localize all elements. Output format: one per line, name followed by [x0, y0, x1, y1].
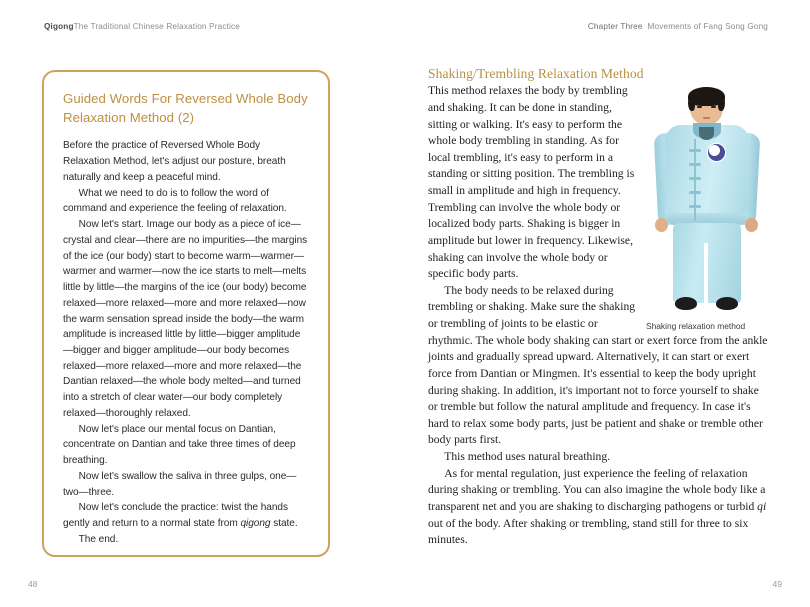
right-column [428, 66, 768, 549]
folio-left: 48 [28, 579, 38, 589]
book-name: Qigong [44, 22, 74, 31]
frog-button-shape [689, 149, 701, 152]
running-head-right [588, 22, 768, 31]
paragraph: Now let's place our mental focus on Dantian, concentrate on Dantian and take three times of deep breathing. [63, 423, 296, 467]
hand-right-shape [745, 218, 758, 232]
book-subtitle: The Traditional Chinese Relaxation Practice [73, 22, 240, 31]
chapter-number: Chapter Three [587, 22, 643, 31]
paragraph: Now let's start. Image our body as a piece of ice—crystal and clear—there are no impurities—the margins of the ice (our body) start to become warm—warmer—warmer and warmer—now the ice starts to melt—melts little by little—the margins of the ice (our body) become relaxed—more relaxed—more and more relaxed—now the warm sensation spread inside the body—the warm amplitude is increased little by little—bigger amplitude—bigger and bigger amplitude—our body becomes relaxed—more relaxed—more and more relaxed—the Dantian relaxed—the whole body melted—and turned into a stretch of clear water—our body completely relaxed—thoroughly relaxed. [63, 219, 308, 419]
paragraph-mental-regulation [428, 466, 768, 549]
figure-shaking-relaxation [646, 87, 768, 332]
text-before-italic: As for mental regulation, just experience the feeling of relaxation during shaking or trembling. You can also imagine the whole body like a transparent net and you are shaking to discharging pathogens or turbid [428, 466, 766, 513]
paragraph: What we need to do is to follow the word of command and experience the feeling of relaxation. [63, 187, 287, 215]
hair-side-left-shape [688, 95, 695, 111]
shoe-right-shape [716, 297, 738, 310]
frog-button-shape [689, 177, 701, 180]
italic-term-qigong: qigong [240, 518, 271, 530]
chapter-title: Movements of Fang Song Gong [647, 22, 768, 31]
frog-button-shape [689, 205, 701, 208]
guided-words-title: Guided Words For Reversed Whole Body Relaxation Method (2) [63, 91, 308, 125]
frog-button-shape [689, 163, 701, 166]
right-column-body [428, 83, 768, 549]
figure-caption: Shaking relaxation method [646, 321, 746, 332]
photo-qigong-practitioner [646, 87, 768, 319]
text-before-italic: Now let's conclude the practice: twist the hands gently and return to a normal state from [63, 502, 288, 530]
jacket-shape [665, 125, 749, 225]
section-title: Shaking/Trembling Relaxation Method [428, 66, 644, 81]
paragraph: Before the practice of Reversed Whole Body Relaxation Method, let's adjust our posture, breath naturally and keep a peaceful mind. [63, 140, 286, 183]
paragraph-the-end: The end. [78, 533, 119, 545]
trouser-leg-gap-shape [704, 243, 708, 303]
paragraph: This method uses natural breathing. [444, 450, 611, 464]
hair-side-right-shape [718, 95, 725, 111]
italic-term-qi: qi [757, 499, 767, 513]
hand-left-shape [655, 218, 668, 232]
frog-button-shape [689, 191, 701, 194]
paragraph-conclude [63, 500, 309, 531]
paragraph: The body needs to be relaxed during trembling or shaking. Make sure the shaking or trembling of joints to be elastic or rhythmic. The whole body shaking can start or exert force from the ankle joints and gradually spread upward. Alternatively, it can start or exert force from Dantian or Mingmen. It's essential to keep the body upright during shaking. In addition, it's important not to force yourself to shake or tremble but follow the natural amplitude and frequency. In case it's hard to relax some body parts, just be patient and shake or tremble other body parts first. [428, 283, 768, 447]
mouth-shape [703, 117, 710, 119]
paragraph: Now let's swallow the saliva in three gulps, one—two—three. [63, 470, 297, 498]
folio-right: 49 [772, 579, 782, 589]
guided-words-box [42, 70, 330, 557]
text-after-italic: state. [270, 518, 298, 530]
paragraph: This method relaxes the body by trembling and shaking. It can be done in standing, sitting or walking. It's easy to perform the whole body trembling in standing. As for local trembling, it's easy to perform in a standing or sitting position. The trembling is small in amplitude and high in frequency. Trembling can involve the whole body or localized body parts. Shaking is bigger in amplitude but lower in frequency. Likewise, shaking can involve the whole body or specific body parts. [428, 84, 635, 281]
shoe-left-shape [675, 297, 697, 310]
running-head-left [44, 22, 240, 31]
text-after-italic: out of the body. After shaking or trembling, stand still for three to six minutes. [428, 516, 749, 547]
